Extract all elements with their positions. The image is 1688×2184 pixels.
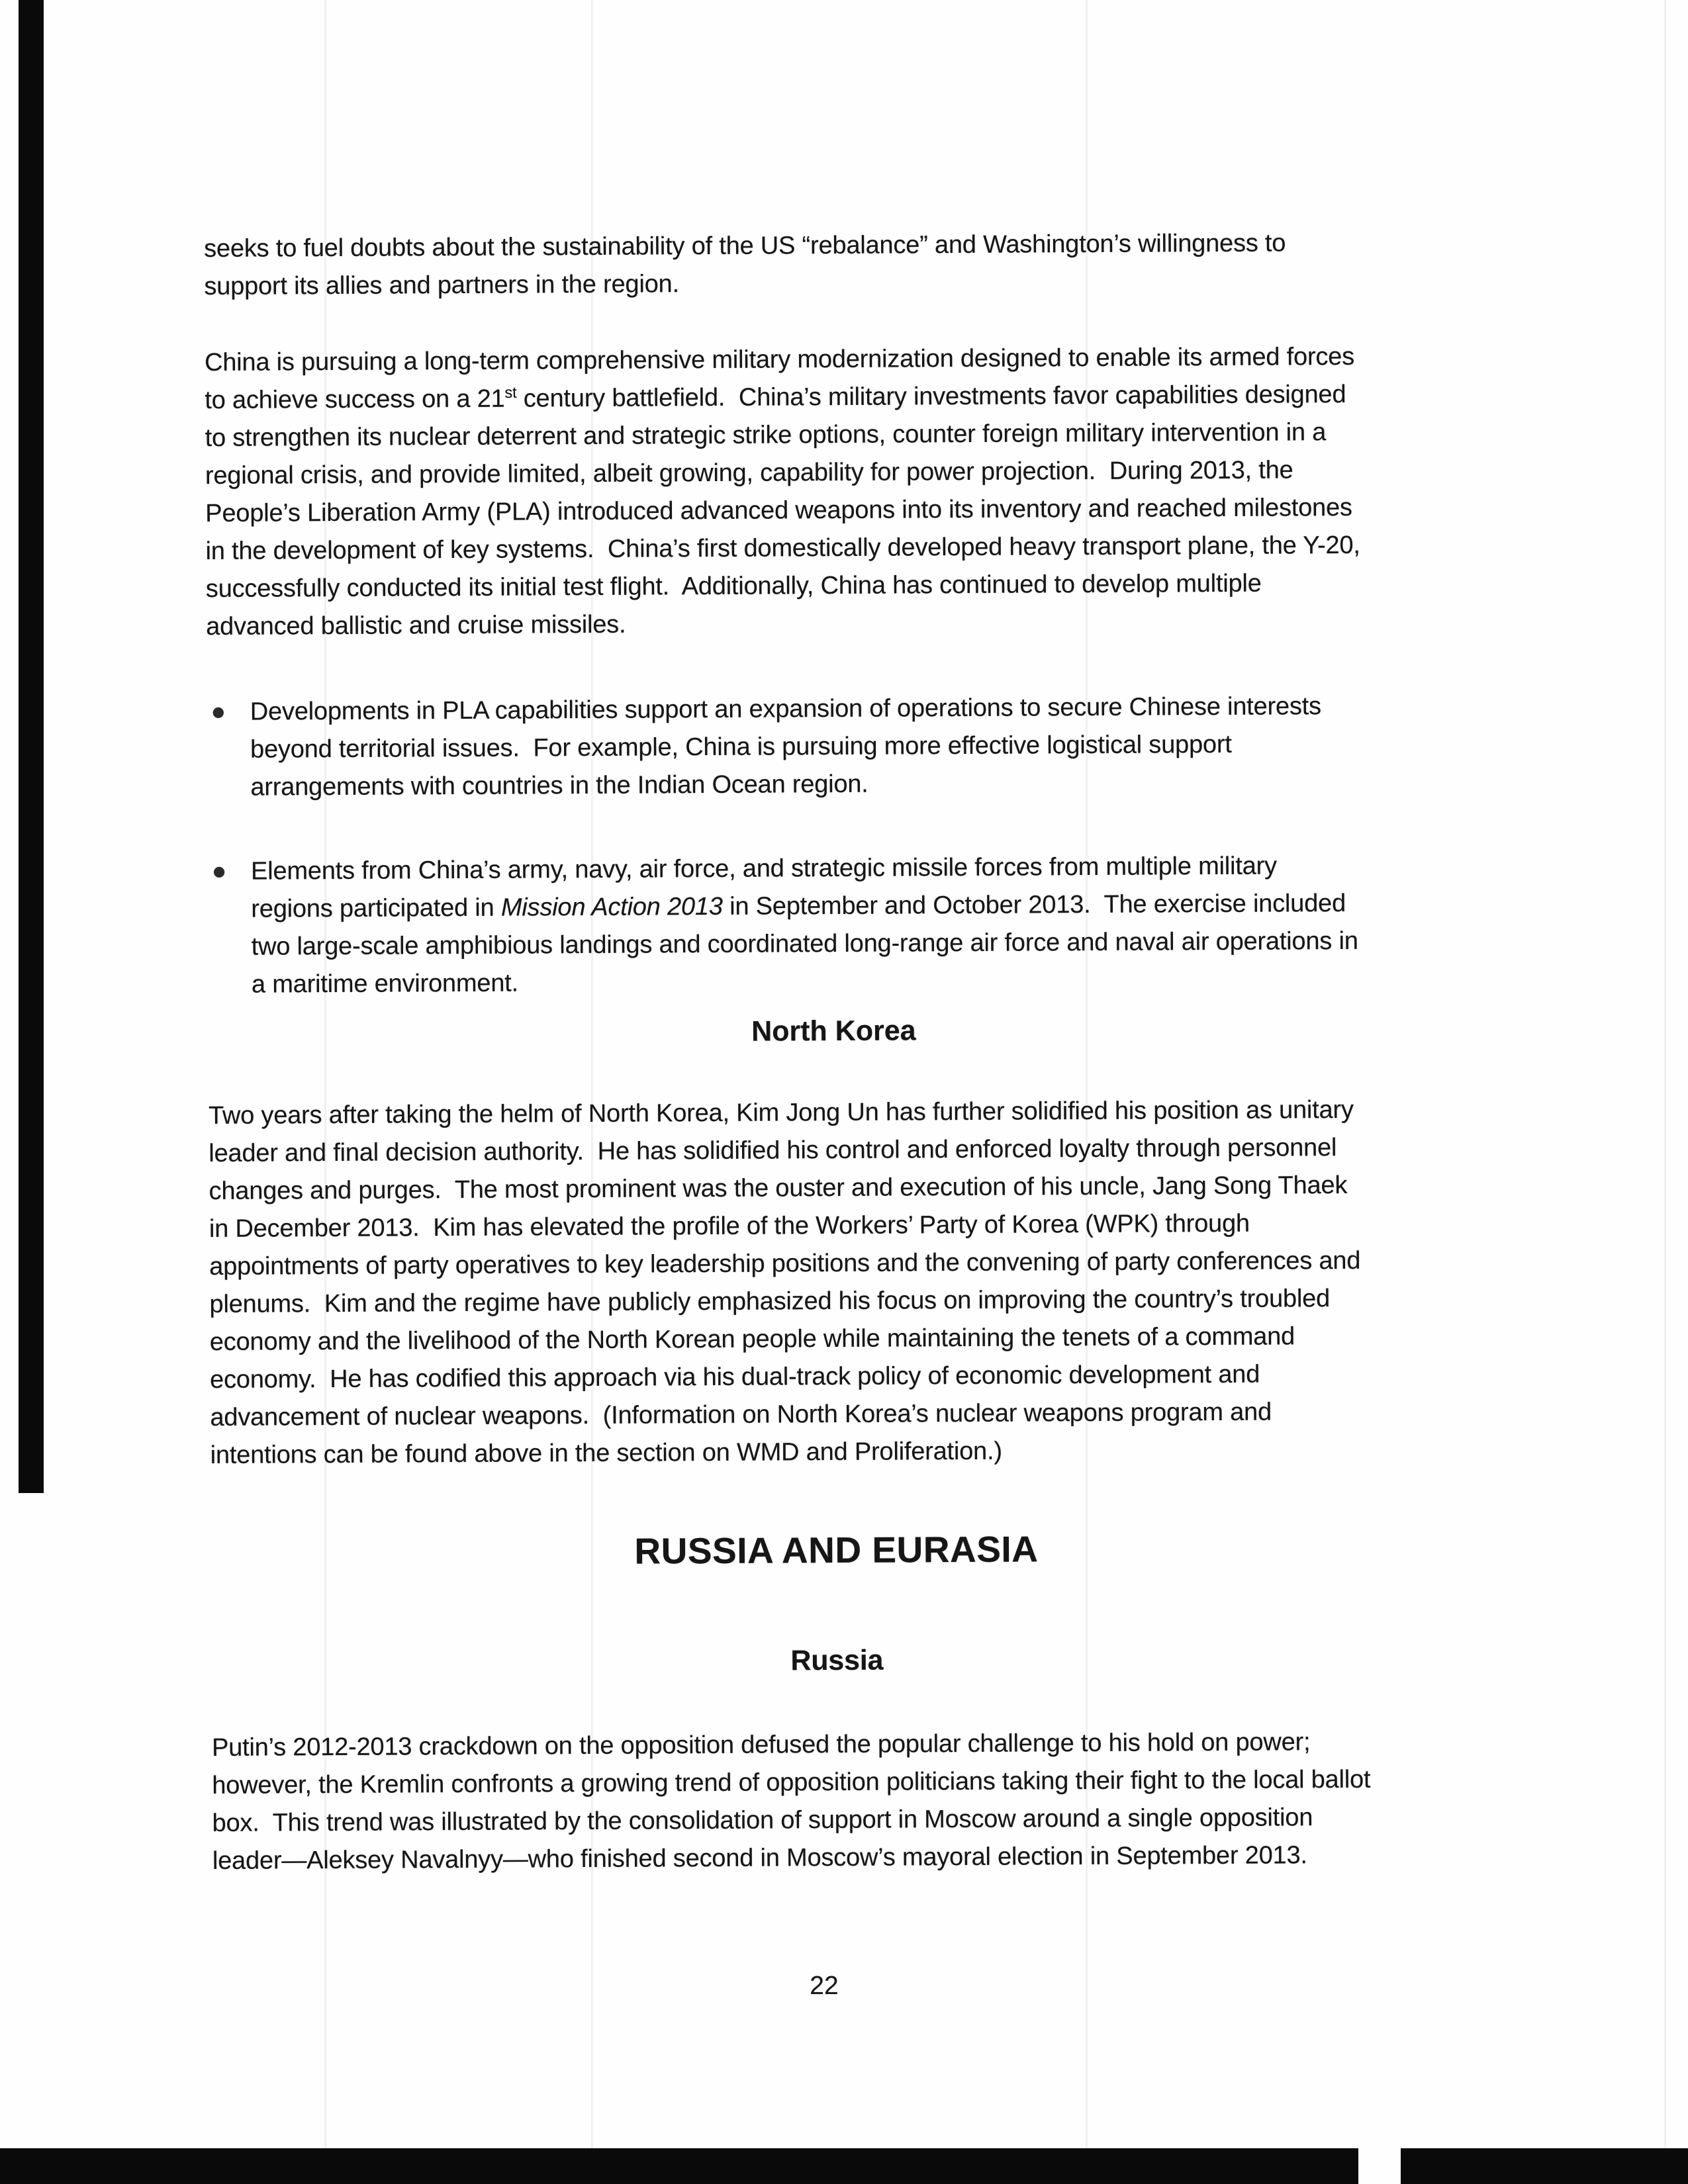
bullet-text: Developments in PLA capabilities support an expansion of operations to secure Chinese interests beyond territorial issues. For example, China is pursuing more effective logistical support arrangements with countries in the Indian Ocean region.: [250, 692, 1321, 801]
scan-artifact-bottom-notch: [1358, 2148, 1401, 2184]
bullet-item: [207, 846, 1459, 1004]
paragraph-intro: seeks to fuel doubts about the sustainability of the US “rebalance” and Washington’s willingness to support its allies and partners in the region.: [204, 229, 1286, 300]
bullet-icon: [207, 853, 252, 1004]
scan-line: [1664, 0, 1666, 2184]
scan-artifact-left-bar: [19, 0, 44, 1493]
heading-russia: Russia: [790, 1644, 884, 1677]
paragraph-russia: Putin’s 2012-2013 crackdown on the opposition defused the popular challenge to his hold on power; however, the Kremlin confronts a growing trend of opposition politicians taking their fight to the local ballot box. This trend was illustrated by the consolidation of support in Moscow around a single opposition leader—Aleksey Navalnyy—who finished second in Moscow’s mayoral election in September 2013.: [211, 1728, 1371, 1875]
bullet-item: [207, 687, 1458, 807]
heading-north-korea: North Korea: [751, 1015, 916, 1048]
bullet-icon: [207, 694, 251, 807]
bullet-list: [207, 687, 1459, 1004]
document-content: [204, 224, 1464, 1880]
bullet-text: Elements from China’s army, navy, air force, and strategic missile forces from multiple military regions participated in Mission Action 2013 in September and October 2013. The exercise included two large-scale amphibious landings and coordinated long-range air force and naval air operations in a maritime environment.: [250, 852, 1358, 999]
paragraph-north-korea: Two years after taking the helm of North Korea, Kim Jong Un has further solidified his position as unitary leader and final decision authority. He has solidified his control and enforced loyalty through personnel changes and purges. The most prominent was the ouster and execution of his uncle, Jang Song Thaek in December 2013. Kim has elevated the profile of the Workers’ Party of Korea (WPK) through appointments of party operatives to key leadership positions and the convening of party conferences and plenums. Kim and the regime have publicly emphasized his focus on improving the country’s troubled economy and the livelihood of the North Korean people while maintaining the tenets of a command economy. He has codified this approach via his dual-track policy of economic development and advancement of nuclear weapons. (Information on North Korea’s nuclear weapons program and intentions can be found above in the section on WMD and Proliferation.): [208, 1095, 1361, 1469]
heading-russia-eurasia: RUSSIA AND EURASIA: [634, 1528, 1039, 1572]
scan-artifact-bottom-bar: [0, 2148, 1688, 2184]
paragraph-china: China is pursuing a long-term comprehensive military modernization designed to enable its armed forces to achieve success on a 21st century battlefield. China’s military investments favor capabilities designed to strengthen its nuclear deterrent and strategic strike options, counter foreign military intervention in a regional crisis, and provide limited, albeit growing, capability for power projection. During 2013, the People’s Liberation Army (PLA) introduced advanced weapons into its inventory and reached milestones in the development of key systems. China’s first domestically developed heavy transport plane, the Y-20, successfully conducted its initial test flight. Additionally, China has continued to develop multiple advanced ballistic and cruise missiles.: [204, 342, 1360, 641]
page-number: 22: [810, 1972, 839, 2000]
